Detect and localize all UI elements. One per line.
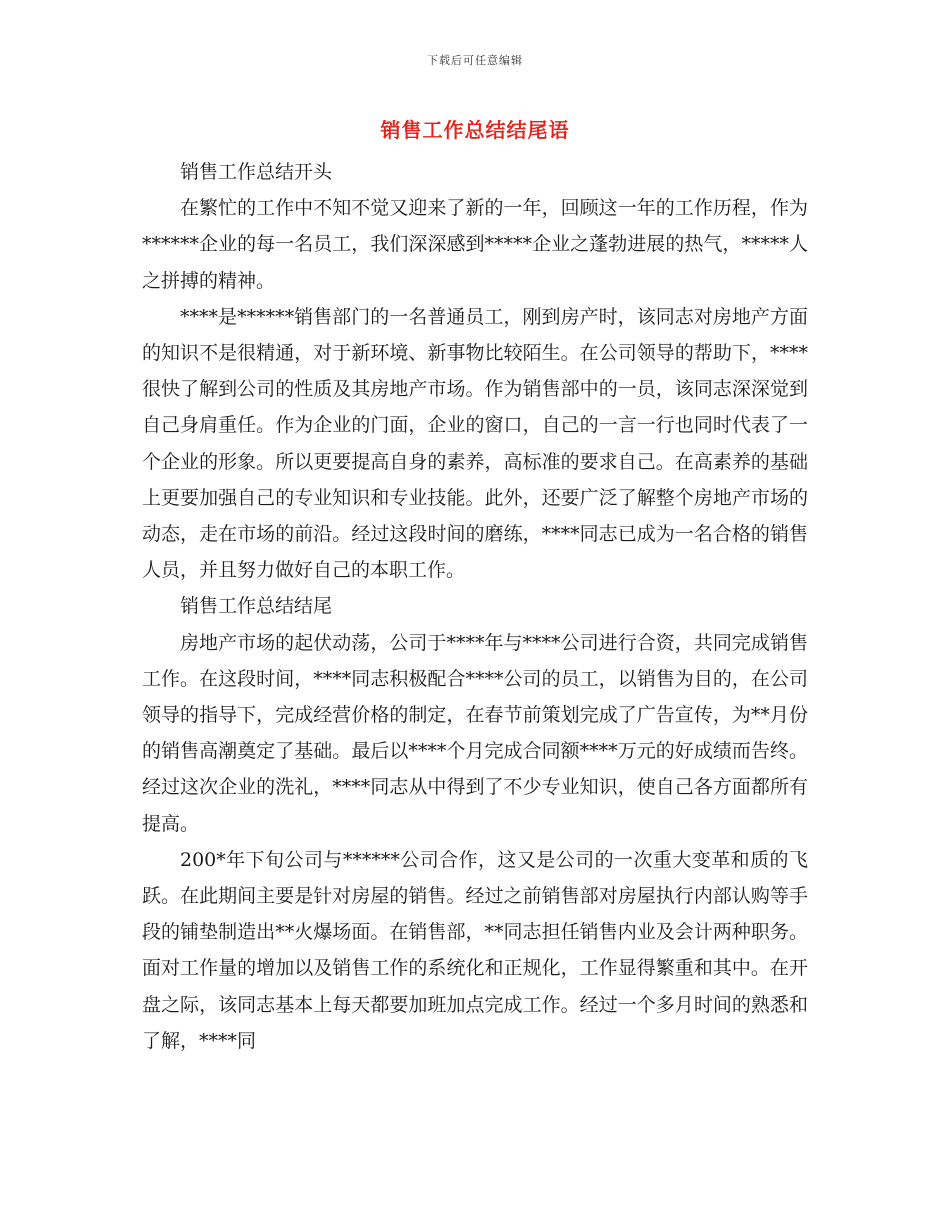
paragraph-4: 200*年下旬公司与******公司合作，这又是公司的一次重大变革和质的飞跃。在此期间主要是针对房屋的销售。经过之前销售部对房屋执行内部认购等手段的铺垫制造出**火爆场面。在销售部，**同志担任销售内业及会计两种职务。面对工作量的增加以及销售工作的系统化和正规化，工作显得繁重和其中。在开盘之际，该同志基本上每天都要加班加点完成工作。经过一个多月时间的熟悉和了解，****同 [142, 848, 808, 1052]
header-note: 下载后可任意编辑 [427, 54, 523, 67]
paragraph-3: 房地产市场的起伏动荡，公司于****年与****公司进行合资，共同完成销售工作。在这段时间，****同志积极配合****公司的员工，以销售为目的，在公司领导的指导下，完成经营价格的制定，在春节前策划完成了广告宣传，为**月份的销售高潮奠定了基础。最后以****个月完成合同额****万元的好成绩而告终。经过这次企业的洗礼，****同志从中得到了不少专业知识，使自己各方面都所有提高。 [142, 631, 808, 835]
paragraph-1: 在繁忙的工作中不知不觉又迎来了新的一年，回顾这一年的工作历程，作为******企业的每一名员工，我们深深感到*****企业之蓬勃进展的热气，*****人之拼搏的精神。 [142, 197, 808, 292]
section-heading-opening: 销售工作总结开头 [180, 161, 333, 183]
paragraph-2: ****是******销售部门的一名普通员工，刚到房产时，该同志对房地产方面的知识不是很精通，对于新环境、新事物比较陌生。在公司领导的帮助下，****很快了解到公司的性质及其房地产市场。作为销售部中的一员，该同志深深觉到自己身肩重任。作为企业的门面，企业的窗口，自己的一言一行也同时代表了一个企业的形象。所以更要提高自身的素养，高标准的要求自己。在高素养的基础上更要加强自己的专业知识和专业技能。此外，还要广泛了解整个房地产市场的动态，走在市场的前沿。经过这段时间的磨练，****同志已成为一名合格的销售人员，并且努力做好自己的本职工作。 [142, 305, 808, 582]
document-title: 销售工作总结结尾语 [380, 118, 570, 142]
document-body [142, 154, 808, 1059]
section-heading-closing: 销售工作总结结尾 [180, 595, 333, 618]
